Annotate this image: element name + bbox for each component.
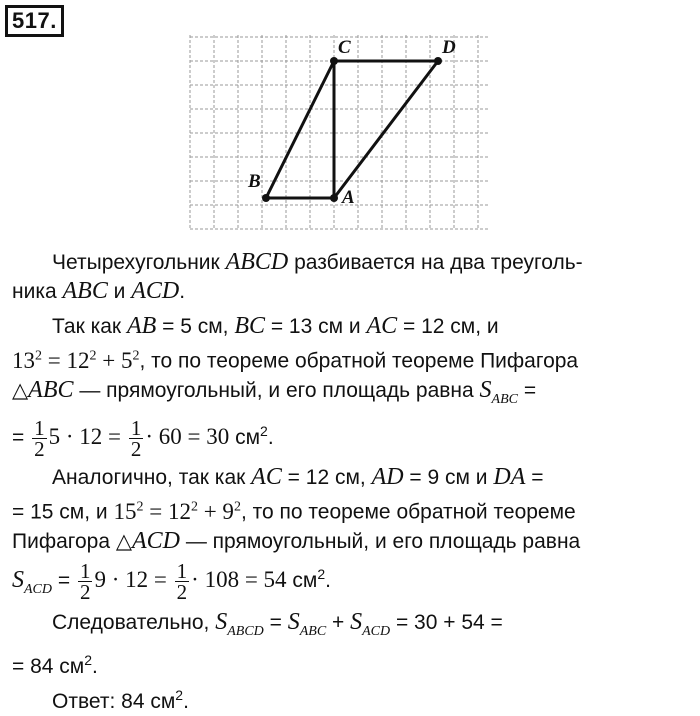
text-line-4: $13^2 = 12^2 + 5^2$, то по теореме обратной теореме Пифагора [12,347,579,373]
grid-figure [180,25,500,235]
label-d: D [442,37,456,58]
text-line-7: Аналогично, так как AC = 12 см, AD = 9 см и DA = [52,464,544,491]
point-d [434,57,442,65]
answer-line: Ответ: 84 $см^2$. [52,686,189,713]
text-line-1: Четырехугольник ABCD разбивается на два треуголь- [52,249,583,275]
point-c [330,57,338,65]
text-line-12: = 84 $см^2$. [12,651,98,678]
label-a: A [342,187,355,208]
text-line-5: △ABC — прямоугольный, и его площадь равна $S_{ABC}$ = [12,376,537,407]
quadrilateral-abcd [266,61,438,198]
text-line-6: = $\frac{1}{2}$ 5 · 12 = $\frac{1}{2}$ · 60 = 30 $см^2$. [12,416,274,462]
label-c: C [338,37,351,58]
point-a [330,194,338,202]
problem-number: 517. [5,5,64,37]
text-line-2: ника ABC и ACD. [12,278,186,304]
solution-text [12,248,688,716]
text-line-10: $S_{ACD}$ = $\frac{1}{2}$ 9 · 12 = $\frac{1}{2}$ · 108 = 54 $см^2$. [12,559,331,605]
text-line-11: Следовательно, $S_{ABCD} = S_{ABC} + S_{ACD} = 30 + 54$ = [52,608,503,639]
point-b [262,194,270,202]
grid [190,35,488,230]
label-b: B [248,171,261,192]
text-line-3: Так как AB = 5 см, BC = 13 см и AC = 12 см, и [52,313,499,339]
text-line-9: Пифагора △ACD — прямоугольный, и его площадь равна [12,528,581,555]
text-line-8: = 15 см, и $15^2 = 12^2 + 9^2$, то по теореме обратной теореме [12,499,576,525]
